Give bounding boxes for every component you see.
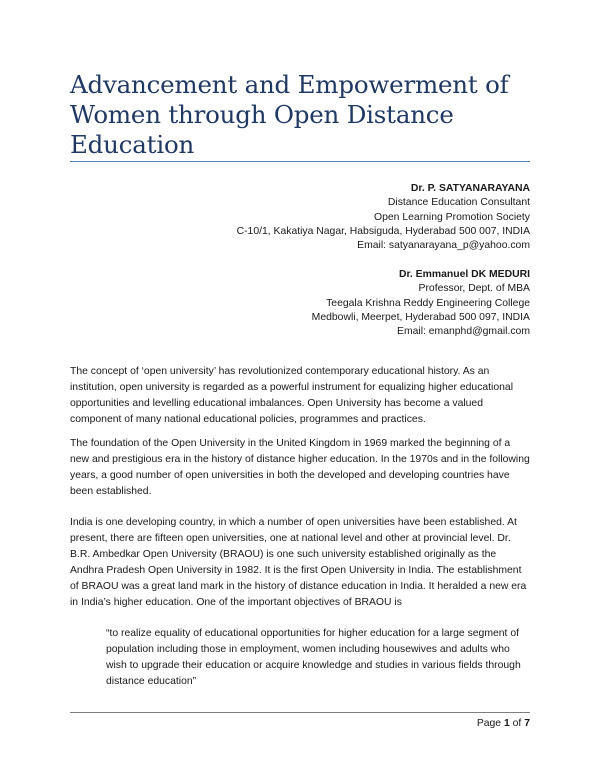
author-name: Dr. Emmanuel DK MEDURI <box>398 269 530 280</box>
body-paragraph-2: The foundation of the Open University in the United Kingdom in 1969 marked the beginning of a new and prestigious era in the history of distance higher education. In the 1970s and in the following years, a good number of open universities in both the developed and developing countries have been established. <box>70 438 530 497</box>
author-block-2 <box>312 268 530 339</box>
author-affiliation-line: Professor, Dept. of MBA <box>418 283 530 295</box>
author-affiliation-line: Open Learning Promotion Society <box>374 211 530 223</box>
block-quote: “to realize equality of educational opportunities for higher education for a large segment of population including those in employment, women including housewives and adults who wish to upgrade their education or acquire knowledge and studies in various fields through distance education” <box>106 628 521 687</box>
author-affiliation-line: Distance Education Consultant <box>387 197 530 209</box>
page-label: Page <box>476 718 502 729</box>
author-email: Email: satyanarayana_p@yahoo.com <box>357 240 530 252</box>
author-address-line: Medbowli, Meerpet, Hyderabad 500 097, INDIA <box>311 311 530 323</box>
author-email: Email: emanphd@gmail.com <box>397 326 530 338</box>
paper-title: Advancement and Empowerment of Women through Open Distance Education <box>70 70 509 159</box>
page-number: 1 <box>503 718 510 729</box>
page-footer <box>477 717 530 731</box>
total-pages: 7 <box>524 718 530 729</box>
footer-divider <box>70 712 530 713</box>
author-block-1 <box>237 182 530 253</box>
of-label: of <box>512 718 522 729</box>
title-divider <box>70 161 530 162</box>
author-affiliation-line: Teegala Krishna Reddy Engineering College <box>326 297 530 309</box>
author-name: Dr. P. SATYANARAYANA <box>410 183 530 194</box>
body-paragraph-1: The concept of ‘open university’ has revolutionized contemporary educational history. As an institution, open university is regarded as a powerful instrument for equalizing higher educational opportunities and levelling educational imbalances. Open University has become a valued component of many national educational policies, programmes and practices. <box>70 366 514 425</box>
body-paragraph-3: India is one developing country, in which a number of open universities have been established. At present, there are fifteen open universities, one at national level and other at provincial level. Dr. B.R. Ambedkar Open University (BRAOU) is one such university established originally as the Andhra Pradesh Open University in 1982. It is the first Open University in India. The establishment of BRAOU was a great land mark in the history of distance education in India. It heralded a new era in India’s higher education. One of the important objectives of BRAOU is <box>70 517 527 608</box>
author-address-line: C-10/1, Kakatiya Nagar, Habsiguda, Hyderabad 500 007, INDIA <box>236 225 530 237</box>
